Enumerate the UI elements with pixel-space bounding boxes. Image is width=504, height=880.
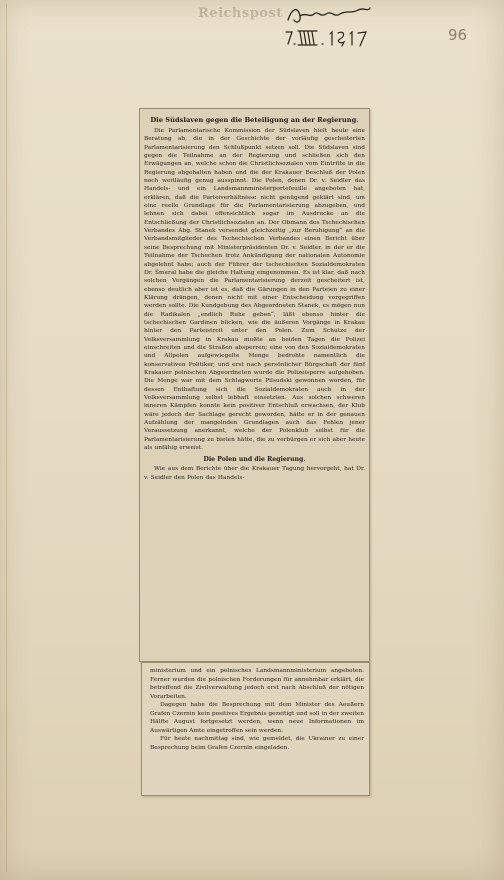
continuation-paragraph-1: ministerium und ein polnisches Landsmannministerium angeboten. Ferner wurden die polnischen Forderungen für annehmbar erklärt, die betreffend die Zivilverwaltung jedoch erst nach Abschluß der nötigen Vorarbeiten. [150,668,364,700]
handwritten-annotation [282,2,374,50]
article-paragraph-1: Die Parlamentarische Kommission der Südslaven hielt heute eine Beratung ab, die in der Geschichte der vorläufig gescheiterten Parlamentarisierung den Schlußpunkt setzen soll. Die Südslaven sind gegen die Teilnahme an der Regierung und schließen sich den Erwägungen an, welche schon die Christlichsozialen vom Eintritte in die Regierung abgehalten haben und die der Krakauer Beschluß der Polen noch weitläufig genug ausspinnt. Die Polen, denen Dr. v. Seidler das Handels- und ein Landsmannministerportefeuille angeboten hat, erklären, daß die Parteiverhältnisse nicht genügend geklärt sind, um eine reelle Grundlage für die Parlamentarisierung abzugeben, und lehnen sich dabei offensichtlich sogar im Ausdrucke an die Entschließung der Christlichsozialen an. Der Obmann des Tschechischen Verbandes Abg. Stanek versendet gleichzeitig „zur Beruhigung“ an die Verbandsmitglieder des Tschechischen Verbandes einen Bericht über seine Besprechung mit Ministerpräsidenten Dr. v. Seidler, in der er die Teilnahme der Tschechen trotz Ankündigung der nationalen Autonomie abgelehnt habe; auch der Führer der tschechischen Sozialdemokraten Dr. Šmeral habe die gleiche Haltung eingenommen. Es ist klar, daß nach solchen Vorgängen die Parlamentarisierung derzeit gescheitert ist, ebenso deutlich aber ist es, daß die Gärungen in den Parteien zu einer Klärung drängen, denen nicht mit einer Entscheidung vorgegriffen werden sollte. Die Kundgebung des Abgeordneten Stanek, es mögen nun die Radikalen „endlich Ruhe geben“, läßt ebenso hinter die tschechischen Gardinen blicken, wie die äußeren Vorgänge in Krakau hinter den Parteistreit unter den Polen. Zum Schutze der Volksversammlung in Krakau mußte an beiden Tagen die Polizei einschreiten und die Straßen absperren; eine von den Sozialdemokraten und Allpolen aufgewiegelte Menge bedrohte namentlich die konservativen Politiker, und erst nach persönlicher Bürgschaft der fünf Krakauer polnischen Abgeordneten wurde die Polizeisperre aufgehoben. Die Menge war mit dem Schlagworte Pilsudski gewonnen worden, für dessen Enthaftung sich die Sozialdemokraten auch in der Volksversammlung selbst lebhaft einsetzten. Aus solchen schweren inneren Kämpfen konnte kein positiver Entschluß erwachsen, der Klub wäre jedoch der Sachlage gerecht geworden, hätte er in der genauen Aufzählung der mangelnden Grundlagen auch das Fehlen jener Voraussetzung anerkannt, welche der Polenklub selbst für die Parlamentarisierung zu bieten hätte, die zu verbürgen er sich aber heute als unfähig erweist. [144,128,365,452]
article-paragraph-2: Wie aus dem Berichte über die Krakauer Tagung hervorgeht, hat Dr. v. Seidler den Polen das Handels- [144,466,365,481]
newspaper-stamp: Reichspost [198,6,283,21]
folio-number: 96 [448,26,468,44]
article-subheading: Die Polen und die Regierung. [203,456,306,464]
continuation-paragraph-3: Für heute nachmittag sind, wie gemeldet, die Ukrainer zu einer Besprechung beim Grafen Czernin eingeladen. [150,736,364,751]
newspaper-clipping-continuation [141,662,370,796]
article-headline: Die Südslaven gegen die Beteiligung an der Regierung. [150,116,359,124]
continuation-paragraph-2: Dagegen habe die Besprechung mit dem Minister des Aeußern Grafen Czernin kein positives Ergebnis gezeitigt und soll in der zweiten Hälfte August fortgesetzt werden, wenn neue Informationen im Auswärtigen Amte eingetroffen sein werden. [150,702,364,734]
newspaper-clipping [139,108,370,662]
